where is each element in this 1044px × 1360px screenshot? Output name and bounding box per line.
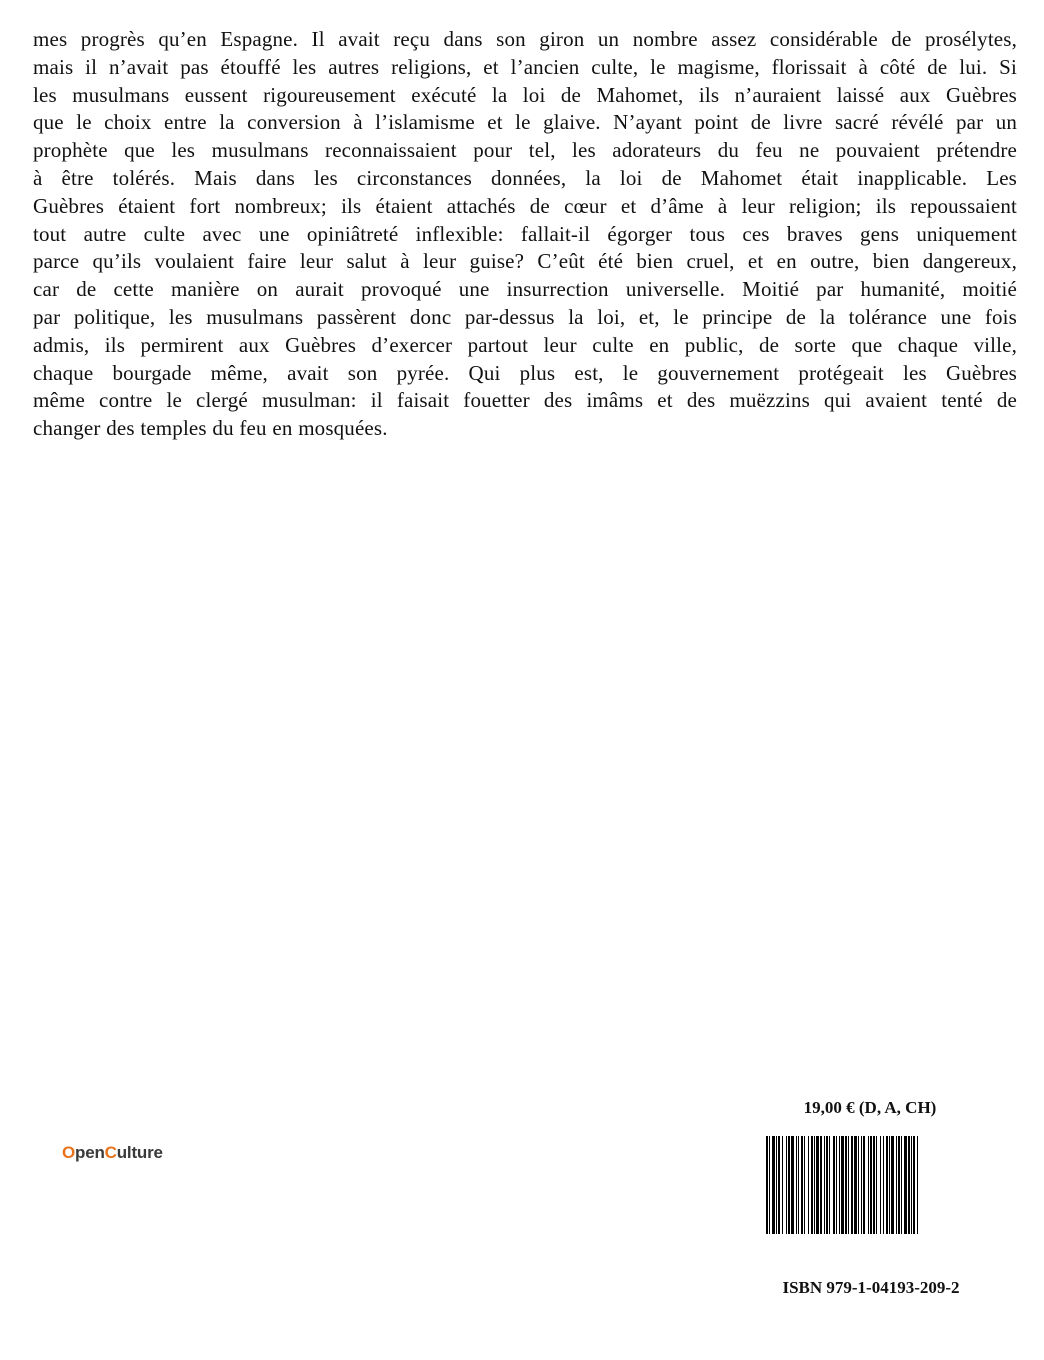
barcode-bar <box>829 1136 830 1234</box>
barcode-bar <box>824 1136 825 1234</box>
publisher-logo <box>62 1143 163 1163</box>
text-line: même contre le clergé musulman: il faisait fouetter des imâms et des muëzzins qui avaient tenté de <box>33 388 1017 413</box>
barcode-bar <box>896 1136 897 1234</box>
barcode-bar <box>858 1136 859 1234</box>
text-line: tout autre culte avec une opiniâtreté inflexible: fallait-il égorger tous ces braves gens uniquement <box>33 221 1017 246</box>
barcode-bar <box>870 1136 872 1234</box>
text-line: les musulmans eussent rigoureusement exécuté la loi de Mahomet, ils n’auraient laissé aux Guèbres <box>33 82 1017 107</box>
barcode-bar <box>820 1136 822 1234</box>
barcode-bar <box>911 1136 912 1234</box>
text-line: mes progrès qu’en Espagne. Il avait reçu dans son giron un nombre assez considérable de prosélytes, <box>33 27 1017 51</box>
isbn-label: ISBN 979-1-04193-209-2 <box>782 1278 960 1297</box>
barcode-bar <box>811 1136 813 1234</box>
barcode-bar <box>766 1136 768 1234</box>
barcode-bar <box>868 1136 869 1234</box>
barcode-bar <box>841 1136 844 1234</box>
barcode-bar <box>801 1136 803 1234</box>
text-line: par politique, les musulmans passèrent donc par-dessus la loi, et, le principe de la tolérance une fois <box>33 304 1017 329</box>
barcode-bar <box>839 1136 840 1234</box>
barcode-bar <box>898 1136 900 1234</box>
logo-text: pen <box>75 1143 105 1162</box>
barcode-bar <box>908 1136 910 1234</box>
barcode-bar <box>861 1136 862 1234</box>
barcode-bar <box>836 1136 837 1234</box>
barcode-bar <box>778 1136 780 1234</box>
barcode-bar <box>891 1136 894 1234</box>
text-line: admis, ils permirent aux Guèbres d’exercer partout leur culte en public, de sorte que chaque ville, <box>33 332 1017 357</box>
body-text <box>33 26 1017 443</box>
text-line: prophète que les musulmans reconnaissaient pour tel, les adorateurs du feu ne pouvaient prétendre <box>33 138 1017 163</box>
barcode-bar <box>776 1136 777 1234</box>
text-line: car de cette manière on aurait provoqué une insurrection universelle. Moitié par humanité, moitié <box>33 277 1017 302</box>
text-line: mais il n’avait pas étouffé les autres religions, et l’ancien culte, le magisme, florissait à côté de lui. Si <box>33 54 1017 79</box>
text-line: à être tolérés. Mais dans les circonstances données, la loi de Mahomet était inapplicable. Les <box>33 165 1017 190</box>
barcode-bar <box>782 1136 783 1234</box>
barcode <box>766 1136 974 1234</box>
barcode-bar <box>848 1136 849 1234</box>
barcode-bar <box>889 1136 890 1234</box>
barcode-bar <box>845 1136 847 1234</box>
barcode-bar <box>886 1136 888 1234</box>
text-line: changer des temples du feu en mosquées. <box>33 416 388 441</box>
barcode-bar <box>808 1136 809 1234</box>
text-line: parce qu’ils voulaient faire leur salut à leur guise? C’eût été bien cruel, et en outre, bien dangereux, <box>33 249 1017 274</box>
barcode-bar <box>917 1136 918 1234</box>
barcode-bar <box>883 1136 884 1234</box>
text-line: que le choix entre la conversion à l’islamisme et le glaive. N’ayant point de livre sacré révélé par un <box>33 110 1017 135</box>
barcode-bar <box>880 1136 881 1234</box>
price-label: 19,00 € (D, A, CH) <box>803 1098 937 1117</box>
barcode-bar <box>873 1136 875 1234</box>
barcode-bar <box>854 1136 857 1234</box>
barcode-bar <box>772 1136 775 1234</box>
barcode-bar <box>863 1136 865 1234</box>
barcode-bar <box>913 1136 915 1234</box>
barcode-bar <box>786 1136 787 1234</box>
barcode-bar <box>826 1136 828 1234</box>
barcode-bar <box>769 1136 770 1234</box>
barcode-bar <box>851 1136 853 1234</box>
barcode-bar <box>804 1136 805 1234</box>
barcode-bar <box>796 1136 797 1234</box>
barcode-bar <box>788 1136 790 1234</box>
barcode-bar <box>833 1136 835 1234</box>
logo-text: ulture <box>116 1143 163 1162</box>
barcode-bar <box>814 1136 815 1234</box>
barcode-bar <box>816 1136 819 1234</box>
barcode-bar <box>904 1136 907 1234</box>
text-line: chaque bourgade même, avait son pyrée. Qui plus est, le gouvernement protégeait les Guèbres <box>33 360 1017 385</box>
logo-letter-o: O <box>62 1143 76 1162</box>
barcode-bar <box>876 1136 877 1234</box>
barcode-bar <box>798 1136 799 1234</box>
text-line: Guèbres étaient fort nombreux; ils étaient attachés de cœur et d’âme à leur religion; ils repoussaient <box>33 193 1017 218</box>
barcode-bar <box>901 1136 902 1234</box>
barcode-bar <box>791 1136 794 1234</box>
logo-letter-c: C <box>104 1143 117 1162</box>
